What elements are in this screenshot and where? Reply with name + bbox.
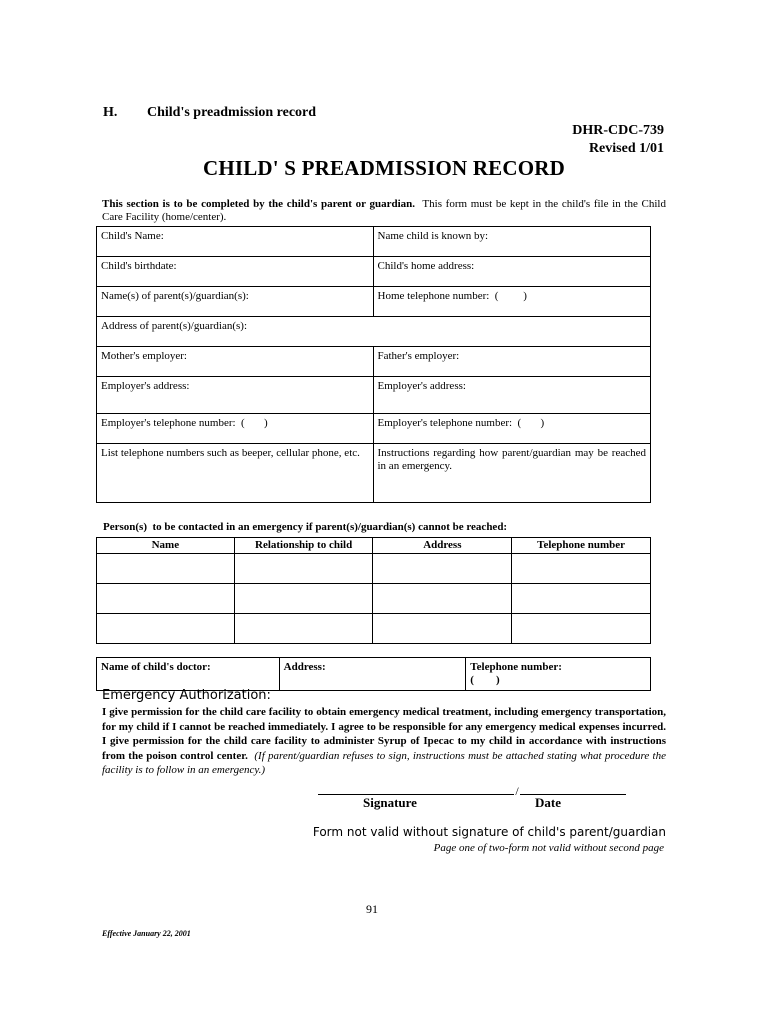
- emergency-contacts-table: [96, 537, 651, 644]
- parents-names-field[interactable]: Name(s) of parent(s)/guardian(s):: [97, 287, 374, 317]
- emergency-authorization-title: Emergency Authorization:: [102, 688, 271, 703]
- section-title: Child's preadmission record: [147, 105, 317, 120]
- contact-address-cell[interactable]: [373, 614, 512, 644]
- doctor-phone-parens: ( ): [470, 674, 500, 686]
- employer-phone-field[interactable]: Employer's telephone number: ( ): [373, 414, 651, 444]
- effective-date: Effective January 22, 2001: [102, 929, 191, 938]
- validity-notice: Form not valid without signature of child's parent/guardian: [312, 825, 666, 839]
- mothers-employer-field[interactable]: Mother's employer:: [97, 347, 374, 377]
- page-one-notice: Page one of two-form not valid without second page: [433, 842, 664, 854]
- refusal-instructions: (If parent/guardian refuses to sign, instructions must be attached stating what procedure the facility is to follow in an emergency.): [102, 749, 666, 776]
- emergency-contacts-heading: Person(s) to be contacted in an emergency if parent(s)/guardian(s) cannot be reached:: [103, 521, 508, 533]
- employer-address-field[interactable]: Employer's address:: [373, 377, 651, 414]
- doctor-phone-field[interactable]: [466, 658, 651, 691]
- employer-phone-field[interactable]: Employer's telephone number: ( ): [97, 414, 374, 444]
- parents-address-field[interactable]: Address of parent(s)/guardian(s):: [97, 317, 651, 347]
- contact-phone-cell[interactable]: [512, 554, 651, 584]
- childs-name-field[interactable]: Child's Name:: [97, 227, 374, 257]
- authorization-statement: I give permission for the child care facility to obtain emergency medical treatment, including emergency transportation, for my child if I cannot be reached immediately. I agree to be responsible for any emergency medical expenses incurred. I give permission for the child care facility to administer Syrup of Ipecac to my child in accordance with instructions from the poison control center.: [102, 706, 666, 762]
- section-heading: [103, 105, 316, 121]
- table-row: [97, 554, 651, 584]
- contact-relationship-cell[interactable]: [234, 614, 373, 644]
- column-header: Name: [97, 538, 235, 554]
- table-row: [97, 614, 651, 644]
- doctor-phone-label: Telephone number:: [470, 661, 562, 673]
- birthdate-field[interactable]: Child's birthdate:: [97, 257, 374, 287]
- form-identifier: [572, 122, 664, 158]
- signature-blank[interactable]: [318, 782, 514, 795]
- doctor-address-field[interactable]: Address:: [279, 658, 466, 691]
- signature-separator: /: [515, 784, 519, 798]
- employer-address-field[interactable]: Employer's address:: [97, 377, 374, 414]
- contact-address-cell[interactable]: [373, 554, 512, 584]
- fathers-employer-field[interactable]: Father's employer:: [373, 347, 651, 377]
- home-address-field[interactable]: Child's home address:: [373, 257, 651, 287]
- doctor-table: [96, 657, 651, 691]
- table-row: [97, 584, 651, 614]
- contact-relationship-cell[interactable]: [234, 554, 373, 584]
- page-title: CHILD' S PREADMISSION RECORD: [202, 156, 566, 180]
- column-header: Relationship to child: [234, 538, 373, 554]
- contact-name-cell[interactable]: [97, 554, 235, 584]
- contact-name-cell[interactable]: [97, 614, 235, 644]
- signature-label: Signature: [363, 795, 417, 810]
- doctor-name-field[interactable]: Name of child's doctor:: [97, 658, 280, 691]
- column-header: Telephone number: [512, 538, 651, 554]
- child-info-table: [96, 226, 651, 503]
- intro-bold: This section is to be completed by the child's parent or guardian.: [102, 198, 416, 210]
- contact-phone-cell[interactable]: [512, 584, 651, 614]
- emergency-authorization-text: [102, 705, 666, 778]
- intro-text: [102, 198, 666, 224]
- date-blank[interactable]: [520, 782, 626, 795]
- contact-phone-cell[interactable]: [512, 614, 651, 644]
- date-label: Date: [535, 795, 561, 810]
- intro-rest: This form must be kept in the child's file in the Child Care Facility (home/center).: [102, 198, 666, 223]
- name-known-by-field[interactable]: Name child is known by:: [373, 227, 651, 257]
- emergency-instructions-field[interactable]: Instructions regarding how parent/guardian may be reached in an emergency.: [373, 444, 651, 503]
- contact-name-cell[interactable]: [97, 584, 235, 614]
- home-phone-field[interactable]: Home telephone number: ( ): [373, 287, 651, 317]
- form-number: DHR-CDC-739: [572, 123, 664, 138]
- column-header: Address: [373, 538, 512, 554]
- page-number: 91: [366, 902, 378, 916]
- section-number: H.: [103, 105, 118, 120]
- contact-relationship-cell[interactable]: [234, 584, 373, 614]
- other-phones-field[interactable]: List telephone numbers such as beeper, cellular phone, etc.: [97, 444, 374, 503]
- revision-label: Revised 1/01: [588, 141, 664, 156]
- contact-address-cell[interactable]: [373, 584, 512, 614]
